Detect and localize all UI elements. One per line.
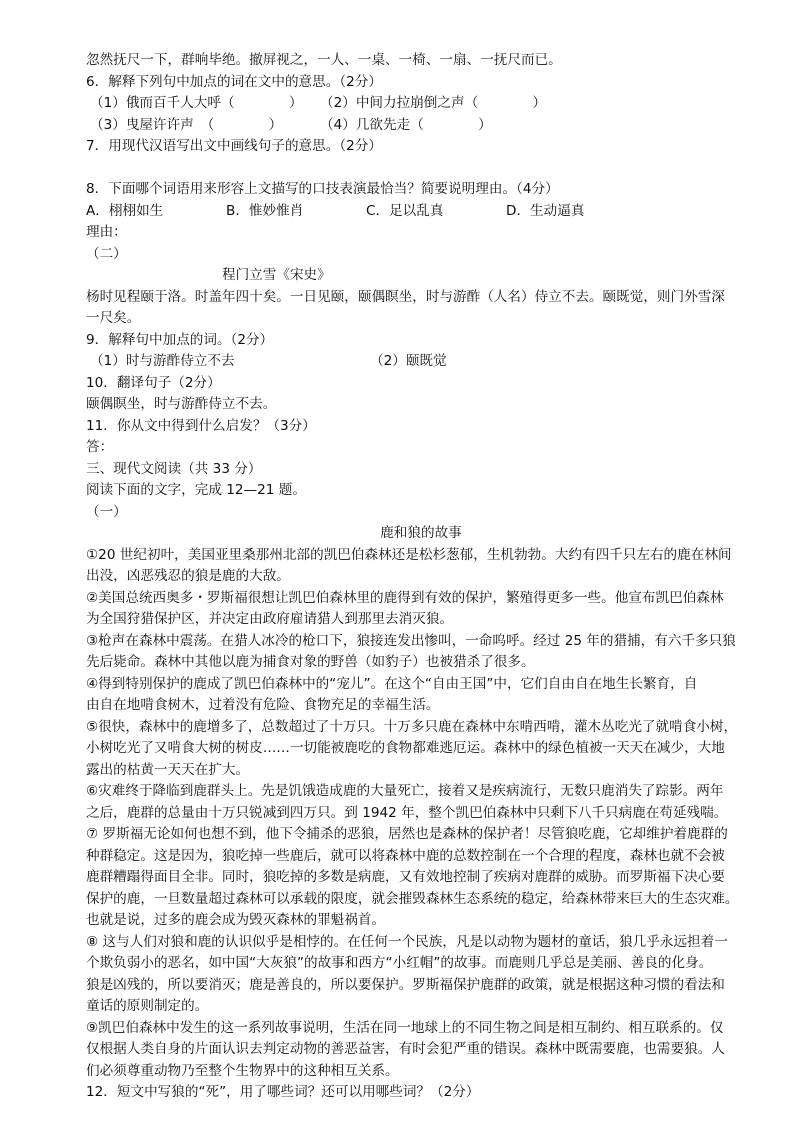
q6-item-3: （3）曳屋许许声 （ ）: [90, 116, 283, 133]
story-line: 先后毙命。森林中其他以鹿为捕食对象的野兽（如豹子）也被猎杀了很多。: [86, 654, 535, 670]
q9-row: [86, 351, 756, 373]
story-line: ⑧ 这与人们对狼和鹿的认识似乎是相悖的。在任何一个民族，凡是以动物为题材的童话，狼几乎永远担着一: [86, 933, 728, 950]
story-line: 也就是说，过多的鹿会成为毁灭森林的罪魁祸首。: [86, 912, 386, 928]
q6-item-4: （4）几欲先走（ ）: [320, 116, 492, 133]
story-line: ①20 世纪初叶，美国亚里桑那州北部的凯巴伯森林还是松杉葱郁，生机勃勃。大约有四千只左右的鹿在林间: [86, 546, 732, 563]
passage-line: 一尺矣。: [86, 310, 141, 326]
story-line: 鹿群糟蹋得面目全非。同时，狼吃掉的多数是病鹿，又有效地控制了疾病对鹿群的威胁。而罗斯福下决心要: [86, 869, 725, 885]
part-3-title: 三、现代文阅读（共 33 分）: [86, 460, 262, 477]
q8-option-c: C．足以乱真: [366, 202, 444, 219]
story-line: 个欺负弱小的恶名，如中国“大灰狼”的故事和西方“小红帽”的故事。而鹿则几乎总是美丽、善良的化身。: [86, 955, 713, 971]
question-11: 11．你从文中得到什么启发？（3分）: [86, 417, 316, 434]
story-line: 出没，凶恶残忍的狼是鹿的大敌。: [86, 568, 290, 584]
question-7: 7．用现代汉语写出文中画线句子的意思。（2分）: [86, 138, 382, 154]
story-line: ⑥灾难终于降临到鹿群头上。先是饥饿造成鹿的大量死亡，接着又是疾病流行，无数只鹿消失了踪影。两年: [86, 783, 724, 799]
q9-item-1: （1）时与游酢侍立不去: [90, 353, 235, 369]
question-8: 8．下面哪个词语用来形容上文描写的口技表演最恰当？简要说明理由。（4分）: [86, 181, 559, 197]
story-line: 之后，鹿群的总量由十万只锐减到四万只。到 1942 年，整个凯巴伯森林中只剩下八千只病鹿在苟延残喘。: [86, 804, 728, 821]
story-line: 仅根据人类自身的片面认识去判定动物的善恶益害，有时会犯严重的错误。森林中既需要鹿，也需要狼。人: [86, 1041, 725, 1057]
q8-reason: 理由：: [86, 224, 127, 240]
story-line: 为全国狩猎保护区，并决定由政府雇请猎人到那里去消灭狼。: [86, 611, 454, 627]
text-line: 忽然抚尺一下，群响毕绝。撤屏视之，一人、一桌、一椅、一扇、一抚尺而已。: [86, 52, 562, 68]
story-line: ⑤很快，森林中的鹿增多了，总数超过了十万只。十万多只鹿在森林中东啃西啃，灌木丛吃光了就啃食小树，: [86, 718, 738, 735]
q11-answer: 答：: [86, 439, 114, 455]
question-9: 9．解释句中加点的词。（2分）: [86, 331, 274, 348]
section-2-title: 程门立雪《宋史》: [222, 267, 331, 283]
story-line: 们必须尊重动物乃至整个生物界中的这种相互关系。: [86, 1062, 399, 1079]
q8-option-b: B．惟妙惟肖: [226, 202, 304, 219]
q6-item-1: （1）俄而百千人大呼（ ）: [90, 95, 303, 111]
question-10: 10．翻译句子（2分）: [86, 374, 221, 391]
q10-sentence: 颐偶瞑坐，时与游酢侍立不去。: [86, 396, 277, 412]
question-12: 12．短文中写狼的“死”，用了哪些词？还可以用哪些词？（2分）: [86, 1084, 480, 1100]
question-6: 6．解释下列句中加点的词在文中的意思。（2分）: [86, 73, 382, 90]
story-line: ⑨凯巴伯森林中发生的这一系列故事说明，生活在同一地球上的不同生物之间是相互制约、相互联系的。仅: [86, 1019, 724, 1036]
story-title: 鹿和狼的故事: [380, 525, 462, 541]
story-line: 露出的枯黄一天天在扩大。: [86, 761, 250, 778]
passage-line: 杨时见程颐于洛。时盖年四十矣。一日见颐，颐偶瞑坐，时与游酢（人名）侍立不去。颐既觉，则门外雪深: [86, 288, 725, 305]
q6-row-1: [86, 93, 756, 115]
story-line: ④得到特别保护的鹿成了凯巴伯森林中的“宠儿”。在这个“自由王国”中，它们自由自在地生长繁育，自: [86, 675, 698, 692]
story-line: ⑦ 罗斯福无论如何也想不到，他下令捕杀的恶狼，居然也是森林的保护者！尽管狼吃鹿，它却维护着鹿群的: [86, 826, 728, 842]
exam-page: [86, 50, 756, 1104]
story-line: 保护的鹿，一旦数量超过森林可以承载的限度，就会摧毁森林生态系统的稳定，给森林带来巨大的生态灾难。: [86, 890, 739, 907]
part-3-sub: （一）: [86, 503, 127, 520]
q8-option-a: A．栩栩如生: [86, 202, 164, 219]
story-line: 种群稳定。这是因为，狼吃掉一些鹿后，就可以将森林中鹿的总数控制在一个合理的程度，森林也就不会被: [86, 847, 725, 864]
story-line: 小树吃光了又啃食大树的树皮……一切能被鹿吃的食物都难逃厄运。森林中的绿色植被一天天在减少，大地: [86, 740, 725, 756]
part-3-intro: 阅读下面的文字，完成 12—21 题。: [86, 482, 306, 498]
story-line: ②美国总统西奥多・罗斯福很想让凯巴伯森林里的鹿得到有效的保护，繁殖得更多一些。他宣布凯巴伯森林: [86, 589, 724, 606]
story-line: ③枪声在森林中震荡。在猎人冰冷的枪口下，狼接连发出惨叫，一命呜呼。经过 25 年的猎捕，有六千多只狼: [86, 632, 736, 649]
q8-option-d: D．生动逼真: [506, 202, 585, 219]
q6-item-2: （2）中间力拉崩倒之声（ ）: [320, 95, 547, 111]
story-line: 由自在地啃食树木，过着没有危险、食物充足的幸福生活。: [86, 697, 440, 713]
answer-space: [86, 158, 756, 180]
story-body: [86, 545, 756, 1083]
story-line: 童话的原则制定的。: [86, 998, 209, 1014]
section-2-label: （二）: [86, 245, 127, 262]
q9-item-2: （2）颐既觉: [370, 353, 447, 369]
story-line: 狼是凶残的，所以要消灭；鹿是善良的，所以要保护。罗斯福保护鹿群的政策，就是根据这种习惯的看法和: [86, 976, 725, 993]
q6-row-2: [86, 115, 756, 137]
q8-options: [86, 201, 756, 223]
